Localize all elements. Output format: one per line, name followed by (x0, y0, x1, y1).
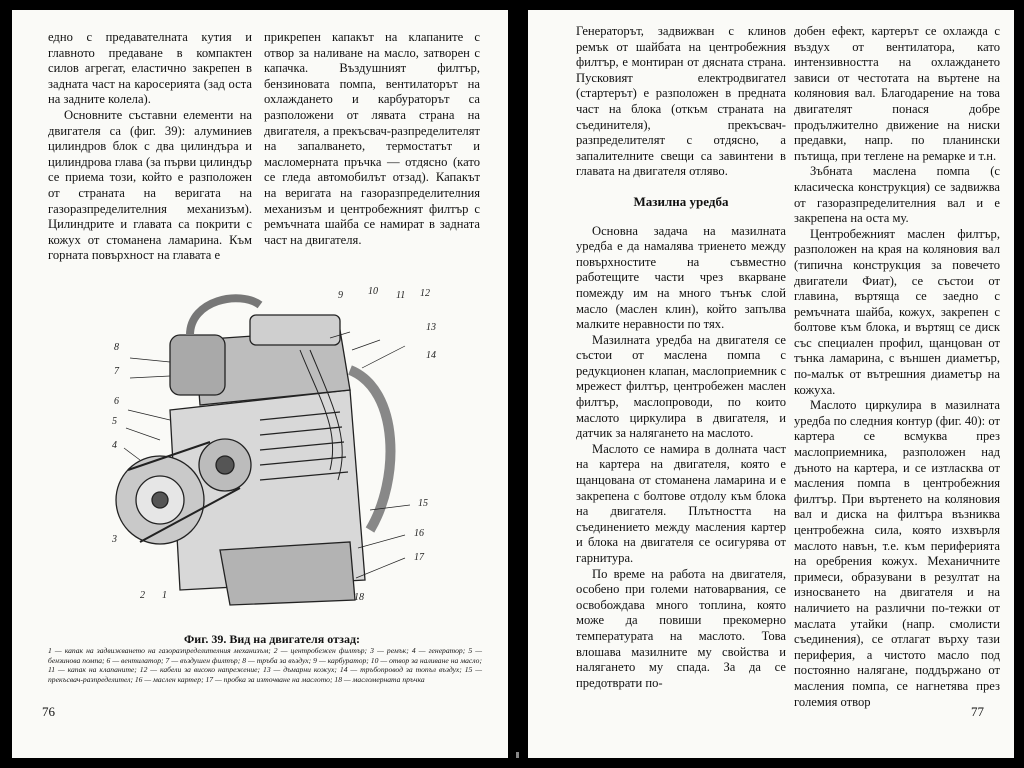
page-number-left: 76 (42, 704, 55, 719)
figure-callout-8: 8 (114, 342, 119, 353)
paragraph: Мазилната уредба на двигателя се състои от маслена помпа с редукционен клапан, маслоприемник с мрежест филтър, центробежен маслен филтър, маслопроводи, по които маслото циркулира в двигателя, и датчик за налягането на маслото. (576, 332, 786, 441)
paragraph: Генераторът, задвижван с клинов ремък от шайбата на центробежния филтър, е монтиран от дясната страна. Пусковият електродвигател (стартерът) е разположен в предната част на блока (откъм страната на съединителя), прекъсвач-разпределителят с отдясно, а запалителните свещи са завинтени в главата на двигателя отляво. (576, 24, 786, 179)
figure-callout-12: 12 (420, 288, 430, 299)
engine-figure (100, 280, 440, 620)
paragraph: Маслото се намира в долната част на картера на двигателя, която е щанцована от стоманена ламарина и е закрепена с болтове отдолу към блока на двигателя. Плътността на съединението между масления картер и блока на двигателя се осигурява от гарнитура. (576, 441, 786, 565)
page-number-right: 77 (971, 704, 984, 719)
left-page (12, 10, 508, 758)
left-column-2 (264, 30, 480, 248)
figure-callout-10: 10 (368, 286, 378, 297)
figure-callout-14: 14 (426, 350, 436, 361)
engine-illustration (100, 280, 440, 620)
figure-callout-11: 11 (396, 290, 406, 301)
figure-callout-15: 15 (418, 498, 428, 509)
section-heading: Мазилна уредба (633, 193, 729, 209)
figure-callout-3: 3 (112, 534, 117, 545)
figure-callout-4: 4 (112, 440, 117, 451)
left-column-1 (48, 30, 252, 264)
paragraph: Основна задача на мазилната уредба е да намалява триенето между повърхностите на съвместно работещите части чрез вкарване помежду им на много тънък слой масло (маслен клин), който запълва малките неравности по тях. (576, 223, 786, 332)
figure-callout-6: 6 (114, 396, 119, 407)
figure-callout-2: 2 (140, 590, 145, 601)
paragraph: едно с предавателната кутия и главното предаване в компактен силов агрегат, еластично закрепен в задната част на каросерията (зад оста на задните колела). (48, 30, 252, 107)
paragraph: По време на работа на двигателя, особено при големи натоварвания, се освобождава много топлина, която може да повиши прекомерно температурата на маслото. Това влошава мазилните му свойства и налягането му спада. За да се предотврати по- (576, 566, 786, 690)
paragraph: Зъбната маслена помпа (с класическа конструкция) се задвижва от газоразпределителния вал и е закрепена на оста му. (794, 164, 1000, 226)
figure-callout-18: 18 (354, 592, 364, 603)
paragraph: прикрепен капакът на клапаните с отвор за наливане на масло, затворен с капачка. Въздушният филтър, бензиновата помпа, вентилаторът на охлаждането и карбураторът са разположени от лявата страна на двигателя, а прекъсвач-разпределителят на запалването, термостатът и масломерната пръчка — отдясно (като се гледа автомобилът отзад). Капакът на веригата на газоразпределителния механизъм и центробежният филтър с ремъчната шайба се намират в задната част на двигателя. (264, 30, 480, 247)
figure-callout-1: 1 (162, 590, 167, 601)
paragraph: Основните съставни елементи на двигателя са (фиг. 39): алуминиев цилиндров блок с два цилиндъра и цилиндрова глава (за първи цилиндър се приема този, който е разположен от страната на веригата на газоразпределителния механизъм). Цилиндрите и главата са покрити с кожух от стоманена ламарина. Към горната повърхност на главата е (48, 107, 252, 263)
figure-caption-legend: 1 — капак на задвижването на газоразпределителния механизъм; 2 — центробежен филтър; 3 — ремък; 4 — генератор; 5 — бензинова помпа; 6 — вентилатор; 7 — въздушен филтър; 8 — тръба за въздух; 9 — карбуратор; 10 — отвор за наливане на масло; 11 — капак на клапаните; 12 — кабели за високо напрежение; 13 — дъмарни кожух; 14 — тръбопровод за топъл въздух; 15 — прекъсвач-разпределител; 16 — маслен картер; 17 — пробка за източване на маслото; 18 — масломерната пръчка (48, 646, 482, 684)
gutter-mark (516, 752, 519, 758)
figure-callout-5: 5 (112, 416, 117, 427)
right-column-2 (794, 24, 1000, 710)
figure-callout-9: 9 (338, 290, 343, 301)
figure-callout-16: 16 (414, 528, 424, 539)
paragraph: добен ефект, картерът се охлажда с въздух от вентилатора, като интензивността на охлаждането зависи от честотата на въртене на коляновия вал. Благодарение на това двигателят понася добре продължително движение на ниски предавки, напр. по планински пътища, при теглене на ремарке и т.н. (794, 24, 1000, 163)
figure-callout-7: 7 (114, 366, 119, 377)
right-page (528, 10, 1014, 758)
paragraph: Маслото циркулира в мазилната уредба по следния контур (фиг. 40): от картера се всмуква през маслоприемника, разположен над дъното на картера, и се изтласква от масления помпа в центробежния филтър. При въртенето на коляновия вал и диска на филтъра възниква центробежна сила, която изхвърля маслото навън, т.е. към периферията на оребрения кожух. Механичните примеси, образувани в резултат на износването на двигателя и на наличието на различни по-тежки от маслата утайки (напр. смолисти съединения), се отлагат върху тази периферия, а чистото масло под постоянно налягане, поддържано от масления помпа, се нагнетява през големия отвор (794, 398, 1000, 709)
figure-callout-17: 17 (414, 552, 424, 563)
figure-caption-title: Фиг. 39. Вид на двигателя отзад: (184, 632, 361, 646)
right-column-1 (576, 24, 786, 691)
figure-callout-13: 13 (426, 322, 436, 333)
paragraph: Центробежният маслен филтър, разположен на края на коляновия вал (типична конструкция за повечето двигатели Фиат), се състои от главина, въртяща се заедно с ремъчната шайба, кожух, закрепен с болтове към блока, и въртящ се диск със специален профил, щанцован от тънка ламарина, с външен диаметър, по-малък от вътрешния диаметър на кожуха. (794, 226, 1000, 397)
